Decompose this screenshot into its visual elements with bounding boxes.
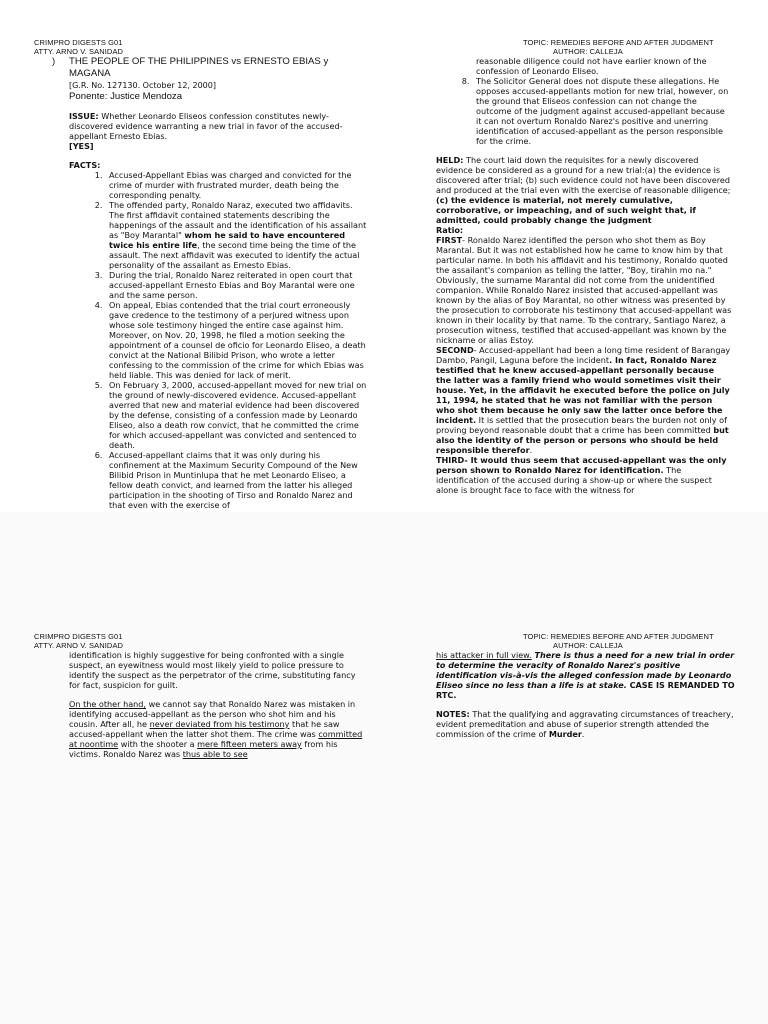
fact-7: 8. The Solicitor General does not dispute these allegations. He opposes accused-appellants motion for new trial, however, on the ground that Eliseos confession can not change the outcome of the judgment against accused-appellant because it can not overturn Ronaldo Narez's positive and unerring identification of accused-appellant as the person responsible for the crime. [472, 76, 732, 146]
fact-6-continued: reasonable diligence could not have earlier known of the confession of Leonardo Eliseo. [476, 56, 707, 76]
ratio-first: FIRST- Ronaldo Narez identified the person who shot them as Boy Marantal. But it was not established how he came to know him by that particular name. In both his affidavit and his testimony, Ronaldo quoted the assailant's companion as telling the latter, "Boy, tirahin mo na." Obviously, the surname Marantal did not come from the unidentified companion. While Ronaldo Narez insisted that accused-appellant was known by the alias of Boy Marantal, no other witness was presented by the prosecution to corroborate his testimony that accused-appellant was known in their locality by that name. To the contrary, Santiago Narez, a prosecution witness, testified that accused-appellant was known by the nickname or alias Estoy. [436, 235, 732, 345]
header-professor: ATTY. ARNO V. SANIDAD [34, 47, 124, 56]
fact-1: 1. Accused-Appellant Ebias was charged and convicted for the crime of murder with frustrated murder, death being the corresponding penalty. [105, 170, 369, 200]
right-column-p2 [436, 650, 736, 739]
ratio-heading: Ratio: [436, 225, 464, 235]
fact-4: 4. On appeal, Ebias contended that the trial court erroneously gave credence to the testimony of a perjured witness upon whose sole testimony hinged the entire case against him. Moreover, on Nov. 20, 1998, he filed a motion seeking the appointment of a counsel de oficio for Leonardo Eliseo, a death convict at the National Bilibid Prison, who wrote a letter confessing to the commission of the crime for which Ebias was held liable. This was denied for lack of merit. [105, 300, 369, 380]
header-course: CRIMPRO DIGESTS G01 [34, 632, 123, 641]
header-professor: ATTY. ARNO V. SANIDAD [34, 641, 124, 650]
case-gr-number: [G.R. No. 127130. October 12, 2000] [69, 81, 216, 90]
header-course: CRIMPRO DIGESTS G01 [34, 38, 123, 47]
held: HELD: The court laid down the requisites for a newly discovered evidence be considered as a ground for a new trial:(a) the evidence is discovered after trial; (b) such evidence could not have been discovered and produced at the trial even with the exercise of reasonable diligence; (c) the evidence is material, not merely cumulative, corroborative, or impeaching, and of such weight that, if admitted, could probably change the judgment [436, 155, 731, 225]
other-hand-paragraph: On the other hand, we cannot say that Ronaldo Narez was mistaken in identifying accused-appellant as the person who shot him and his cousin. After all, he never deviated from his testimony that he saw accused-appellant when the latter shot them. The crime was committed at noontime with the shooter a mere fifteen meters away from his victims. Ronaldo Narez was thus able to see [69, 699, 363, 759]
fact-6: 6. Accused-appellant claims that it was only during his confinement at the Maximum Security Compound of the New Bilibid Prison in Muntinlupa that he met Leonardo Eliseo, a fellow death convict, and learned from the latter his alleged participation in the shooting of Tirso and Ronaldo Narez and that even with the exercise of [105, 450, 369, 510]
header-right-p2 [523, 632, 714, 650]
facts-heading: FACTS: [69, 160, 101, 170]
header-right [523, 38, 714, 56]
left-column-p2 [69, 650, 367, 759]
title-bullet: ) [52, 56, 56, 67]
page-2 [0, 512, 768, 1024]
issue: ISSUE: Whether Leonardo Eliseos confession constitutes newly-discovered evidence warranting a new trial in favor of the accused-appellant Ernesto Ebias. [69, 111, 343, 141]
facts-list [69, 170, 369, 510]
identification-paragraph: identification is highly suggestive for being confronted with a single suspect, an eyewitness would most likely yield to police pressure to identify the suspect as the perpetrator of the crime, substituting fancy for fact, suspicion for guilt. [69, 650, 356, 690]
fact-5: 5. On February 3, 2000, accused-appellant moved for new trial on the ground of newly-discovered evidence. Accused-appellant averred that new and material evidence had been discovered by the defense, consisting of a confession made by Leonardo Eliseo, also a death row convict, that he committed the crime for which accused-appellant was convicted and sentenced to death. [105, 380, 369, 450]
case-title-block [52, 56, 372, 103]
header-topic: TOPIC: REMEDIES BEFORE AND AFTER JUDGMENT [523, 38, 714, 47]
header-author: AUTHOR: CALLEJA [553, 641, 623, 650]
facts-list-continued [436, 56, 732, 146]
case-ponente: Ponente: Justice Mendoza [69, 91, 183, 102]
fact-2: 2. The offended party, Ronaldo Naraz, executed two affidavits. The first affidavit contained statements describing the happenings of the assault and the identification of his assailant as "Boy Marantal" whom he said to have encountered twice his entire life, the second time being the time of the assault. The next affidavit was executed to identify the actual personality of the assailant as Ernesto Ebias. [105, 200, 369, 270]
issue-answer: [YES] [69, 141, 94, 151]
left-column-p1 [69, 111, 369, 510]
header-author: AUTHOR: CALLEJA [553, 47, 623, 56]
header-left [34, 38, 123, 56]
conclusion-paragraph: his attacker in full view. There is thus a need for a new trial in order to determine the veracity of Ronaldo Narez's positive identification vis-à-vis the alleged confession made by Leonardo Eliseo since no less than a life is at stake. CASE IS REMANDED TO RTC. [436, 650, 735, 700]
case-title: THE PEOPLE OF THE PHILIPPINES vs ERNESTO EBIAS y MAGANA [69, 56, 329, 79]
fact-3: 3. During the trial, Ronaldo Narez reiterated in open court that accused-appellant Ernesto Ebias and Boy Marantal were one and the same person. [105, 270, 369, 300]
ratio-third: THIRD- It would thus seem that accused-appellant was the only person shown to Ronaldo Narez for identification. The identification of the accused during a show-up or where the suspect alone is brought face to face with the witness for [436, 455, 727, 495]
right-column-p1 [436, 56, 732, 495]
notes-paragraph: NOTES: That the qualifying and aggravating circumstances of treachery, evident premeditation and abuse of superior strength attended the commission of the crime of Murder. [436, 709, 734, 739]
header-left-p2 [34, 632, 123, 650]
ratio-second: SECOND- Accused-appellant had been a long time resident of Barangay Dambo, Pangil, Laguna before the incident. In fact, Ronaldo Narez testified that he knew accused-appellant personally because the latter was a family friend who would sometimes visit their house. Yet, in the affidavit he executed before the police on July 11, 1994, he stated that he was not familiar with the person who shot them because he only saw the latter once before the incident. It is settled that the prosecution bears the burden not only of proving beyond reasonable doubt that a crime has been committed but also the identity of the person or persons who should be held responsible therefor. [436, 345, 731, 455]
header-topic: TOPIC: REMEDIES BEFORE AND AFTER JUDGMENT [523, 632, 714, 641]
